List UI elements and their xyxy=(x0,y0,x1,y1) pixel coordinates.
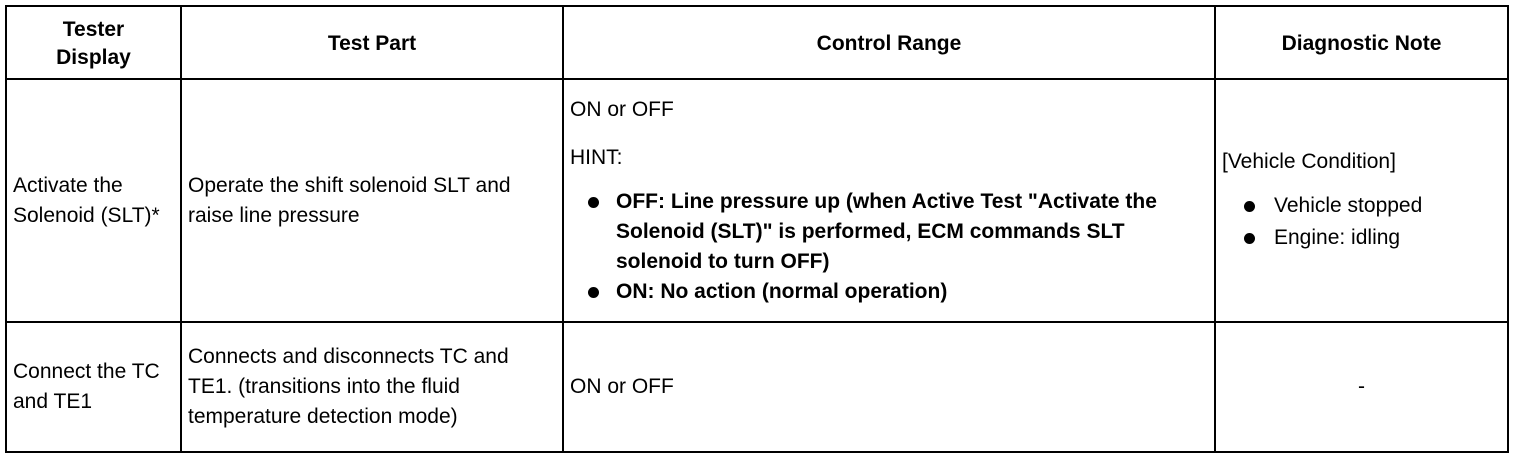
bullet-icon xyxy=(588,197,599,208)
hint-label: HINT: xyxy=(570,145,623,169)
header-row xyxy=(6,6,1508,79)
bullet-icon xyxy=(1244,201,1255,212)
condition-item-text: Engine: idling xyxy=(1274,225,1401,249)
list-item xyxy=(1222,191,1501,221)
bullet-icon xyxy=(588,287,599,298)
control-range-text: ON or OFF xyxy=(570,375,674,398)
bullet-icon xyxy=(1244,233,1255,244)
test-part-cell xyxy=(181,79,563,322)
active-test-table xyxy=(5,5,1509,453)
control-range-text: ON or OFF xyxy=(570,97,674,121)
diagnostic-note-cell xyxy=(1215,79,1508,322)
condition-item-text: Vehicle stopped xyxy=(1274,193,1423,217)
list-item xyxy=(1222,223,1501,253)
tester-display-text: Activate the Solenoid (SLT)* xyxy=(13,173,160,227)
header-control-range: Control Range xyxy=(563,6,1215,79)
tester-display-cell xyxy=(6,79,181,322)
vehicle-condition-list xyxy=(1222,191,1501,253)
test-part-cell xyxy=(181,322,563,452)
header-tester-display: Tester Display xyxy=(6,6,181,79)
header-diagnostic-note: Diagnostic Note xyxy=(1215,6,1508,79)
list-item xyxy=(570,187,1208,277)
hint-item-text: OFF: Line pressure up (when Active Test "Activate the Solenoid (SLT)" is performed, ECM commands SLT solenoid to turn OFF) xyxy=(616,189,1157,273)
header-test-part: Test Part xyxy=(181,6,563,79)
vehicle-condition-label: [Vehicle Condition] xyxy=(1222,149,1396,173)
diagnostic-note-cell xyxy=(1215,322,1508,452)
tester-display-text: Connect the TC and TE1 xyxy=(13,360,160,413)
tester-display-cell xyxy=(6,322,181,452)
hint-list xyxy=(570,187,1208,307)
control-range-cell xyxy=(563,322,1215,452)
test-part-text: Connects and disconnects TC and TE1. (transitions into the fluid temperature detection mode) xyxy=(188,345,509,428)
table-row xyxy=(6,79,1508,322)
test-part-text: Operate the shift solenoid SLT and raise line pressure xyxy=(188,173,511,227)
hint-item-text: ON: No action (normal operation) xyxy=(616,279,948,303)
table-row xyxy=(6,322,1508,452)
list-item xyxy=(570,277,1208,307)
control-range-cell xyxy=(563,79,1215,322)
diagnostic-note-text: - xyxy=(1358,375,1365,398)
